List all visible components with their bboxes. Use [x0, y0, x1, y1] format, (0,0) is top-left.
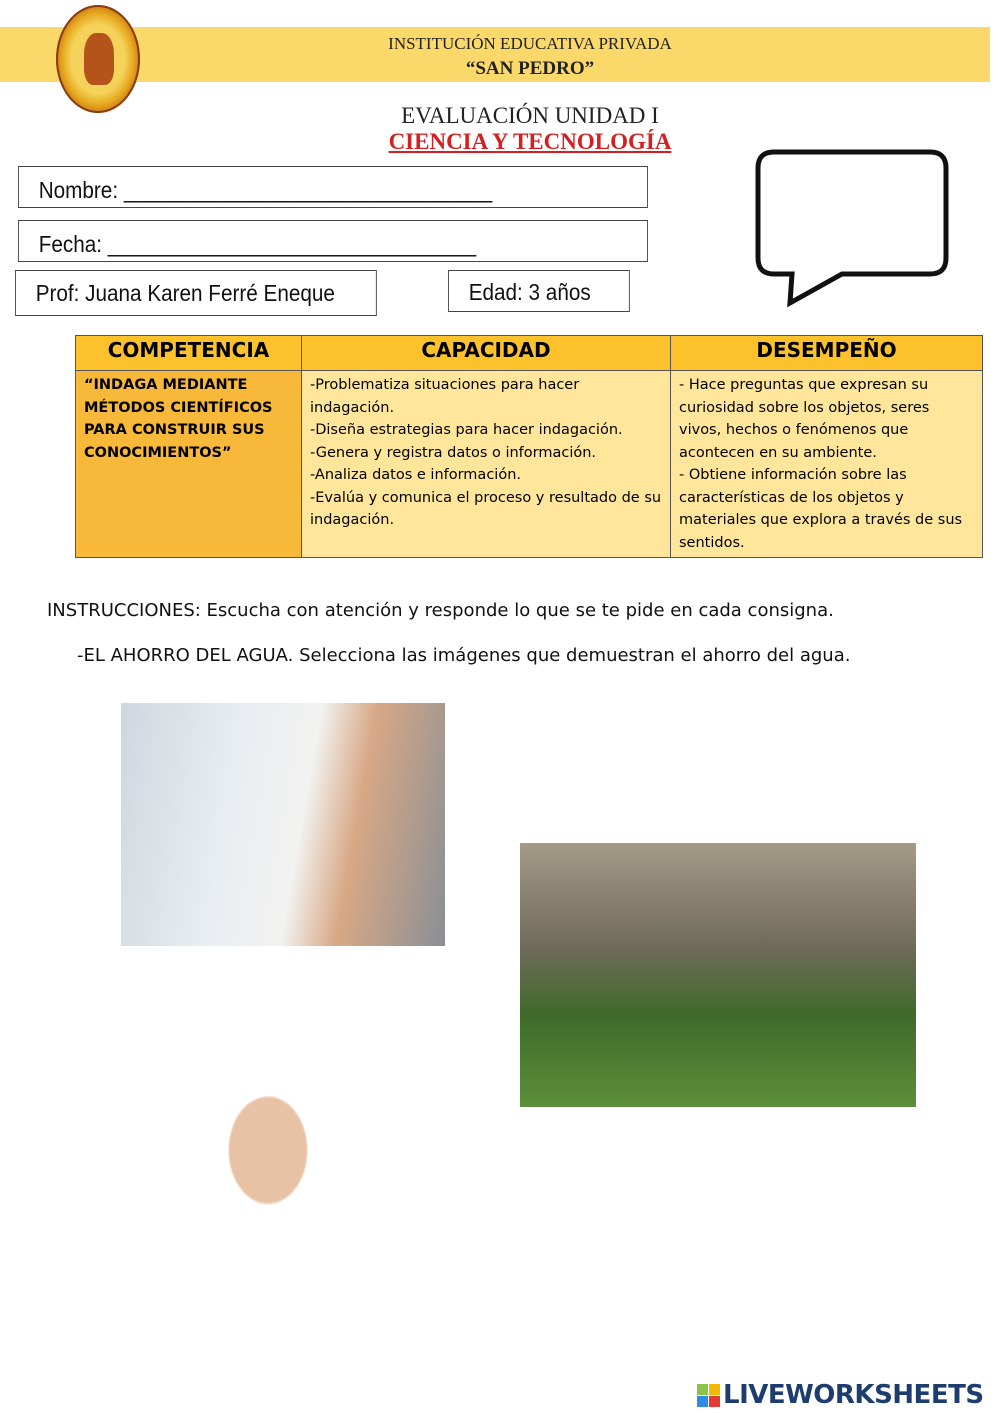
brand-text: LIVEWORKSHEETS — [723, 1380, 984, 1410]
desempeno-cell — [671, 371, 983, 558]
school-name: “SAN PEDRO” — [465, 58, 595, 79]
institution-label: INSTITUCIÓN EDUCATIVA PRIVADA — [388, 34, 672, 53]
teacher-label: Prof: Juana Karen Ferré Eneque — [15, 270, 377, 316]
capacidad-item: -Problematiza situaciones para hacer indagación. — [310, 377, 580, 416]
capacidad-item: -Evalúa y comunica el proceso y resultado de su indagación. — [310, 489, 662, 528]
desempeno-item: - Hace preguntas que expresan su curiosidad sobre los objetos, seres vivos, hechos o fenómenos que acontecen en su ambiente. — [679, 377, 930, 461]
capacidad-item: -Diseña estrategias para hacer indagación. — [310, 422, 623, 438]
image-girl-watering-garden[interactable] — [520, 843, 916, 1107]
capacidad-cell — [302, 371, 671, 558]
image-boy-brushing-faucet[interactable] — [121, 703, 445, 946]
subject-title: CIENCIA Y TECNOLOGÍA — [388, 129, 672, 154]
instructions-text: INSTRUCCIONES: Escucha con atención y responde lo que se te pide en cada consigna. — [47, 600, 834, 621]
header-competencia: COMPETENCIA — [76, 336, 302, 371]
speech-bubble-icon — [752, 148, 952, 308]
liveworksheets-logo — [697, 1380, 984, 1410]
task-text: -EL AHORRO DEL AGUA. Selecciona las imágenes que demuestran el ahorro del agua. — [77, 645, 851, 666]
capacidad-item: -Genera y registra datos o información. — [310, 444, 597, 461]
competencia-cell: “INDAGA MEDIANTE MÉTODOS CIENTÍFICOS PARA CONSTRUIR SUS CONOCIMIENTOS” — [76, 371, 302, 558]
school-logo — [56, 5, 140, 113]
age-label: Edad: 3 años — [448, 270, 630, 312]
header-desempeno: DESEMPEÑO — [671, 336, 983, 371]
desempeno-item: - Obtiene información sobre las características de los objetos y materiales que explora a través de sus sentidos. — [679, 467, 963, 551]
competency-table — [75, 335, 983, 558]
live-badge-icon — [697, 1384, 720, 1407]
evaluation-title: EVALUACIÓN UNIDAD I — [401, 103, 659, 128]
date-field[interactable]: Fecha: ________________________________ — [18, 220, 648, 262]
name-field[interactable]: Nombre: ________________________________ — [18, 166, 648, 208]
header-capacidad: CAPACIDAD — [302, 336, 671, 371]
capacidad-item: -Analiza datos e información. — [310, 467, 521, 483]
image-girl-brushing-cup[interactable] — [118, 1040, 418, 1355]
